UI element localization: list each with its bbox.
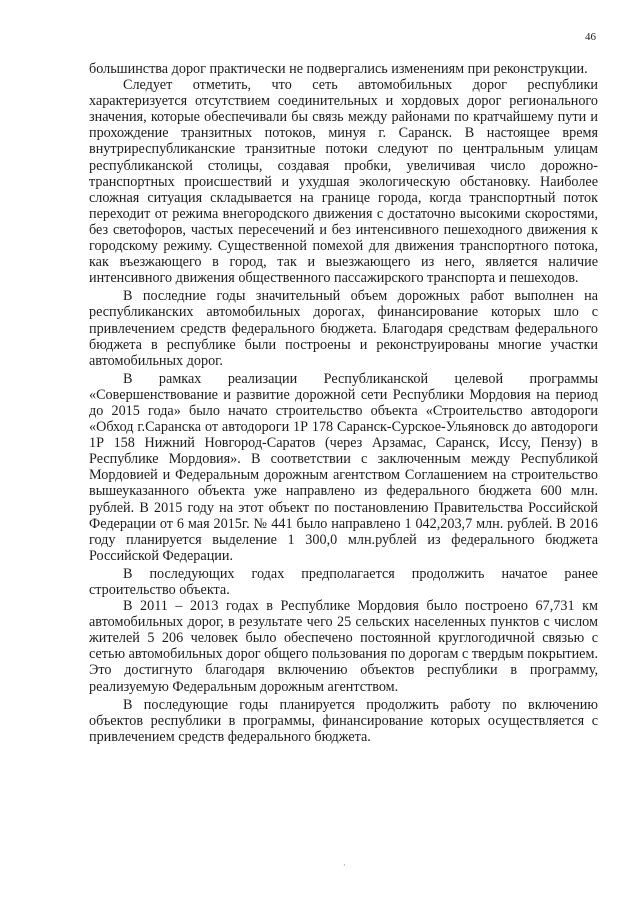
paragraph-road-network: Следует отметить, что сеть автомобильных дорог республики характеризуется отсутствием соединительных и хордовых дорог регионального значения, которые обеспечивали бы связь между районами по кратчайшему пути и прохождение транзитных потоков, минуя г. Саранск. В настоящее время внутриреспубликанские транзитные потоки следуют по центральным улицам республиканской столицы, создавая пробки, увеличивая число дорожно-транспортных происшествий и ухудшая экологическую обстановку. Наиболее сложная ситуация складывается на границе города, когда транспортный поток переходит от режима внегородского движения с достаточно высокими скоростями, без светофоров, частых пересечений и без интенсивного пешеходного движения к городскому режиму. Существенной помехой для движения транспортного потока, как въезжающего в город, так и выезжающего из него, является наличие интенсивного движения общественного пассажирского транспорта и пешеходов. [89,77,598,287]
page-number: 46 [585,31,596,43]
document-body [89,61,598,745]
paragraph-continuation: большинства дорог практически не подвергались изменениям при реконструкции. [89,61,588,77]
paragraph-bypass-construction: В рамках реализации Республиканской целевой программы «Совершенствование и развитие дорожной сети Республики Мордовия на период до 2015 года» было начато строительство объекта «Строительство автодороги «Обход г.Саранска от автодороги 1Р 178 Саранск-Сурское-Ульяновск до автодороги 1Р 158 Нижний Новгород-Саратов (через Арзамас, Саранск, Иссу, Пензу) в Республике Мордовия». В соответствии с заключенным между Республикой Мордовией и Федеральным дорожным агентством Соглашением на строительство вышеуказанного объекта уже направлено из федерального бюджета 600 млн. рублей. В 2015 году на этот объект по постановлению Правительства Российской Федерации от 6 мая 2015г. № 441 было направлено 1 042,203,7 млн. рублей. В 2016 году планируется выделение 1 300,0 млн.рублей из федерального бюджета Российской Федерации. [89,370,598,564]
paragraph-federal-funding: В последние годы значительный объем дорожных работ выполнен на республиканских автомобильных дорогах, финансирование которых шло с привлечением средств федерального бюджета. Благодаря средствам федерального бюджета в республике были построены и реконструированы многие участки автомобильных дорог. [89,288,598,369]
scan-mark: · [343,861,346,870]
paragraph-built-roads: В 2011 – 2013 годах в Республике Мордовия было построено 67,731 км автомобильных дорог, в результате чего 25 сельских населенных пунктов с числом жителей 5 206 человек было обеспечено постоянной круглогодичной связью с сетью автомобильных дорог общего пользования по дорогам с твердым покрытием. Это достигнуто благодаря включению объектов республики в программу, реализуемую Федеральным дорожным агентством. [89,598,598,695]
paragraph-future-construction: В последующих годах предполагается продолжить начатое ранее строительство объекта. [89,565,598,598]
paragraph-future-work: В последующие годы планируется продолжить работу по включению объектов республики в программы, финансирование которых осуществляется с привлечением средств федерального бюджета. [89,696,598,745]
